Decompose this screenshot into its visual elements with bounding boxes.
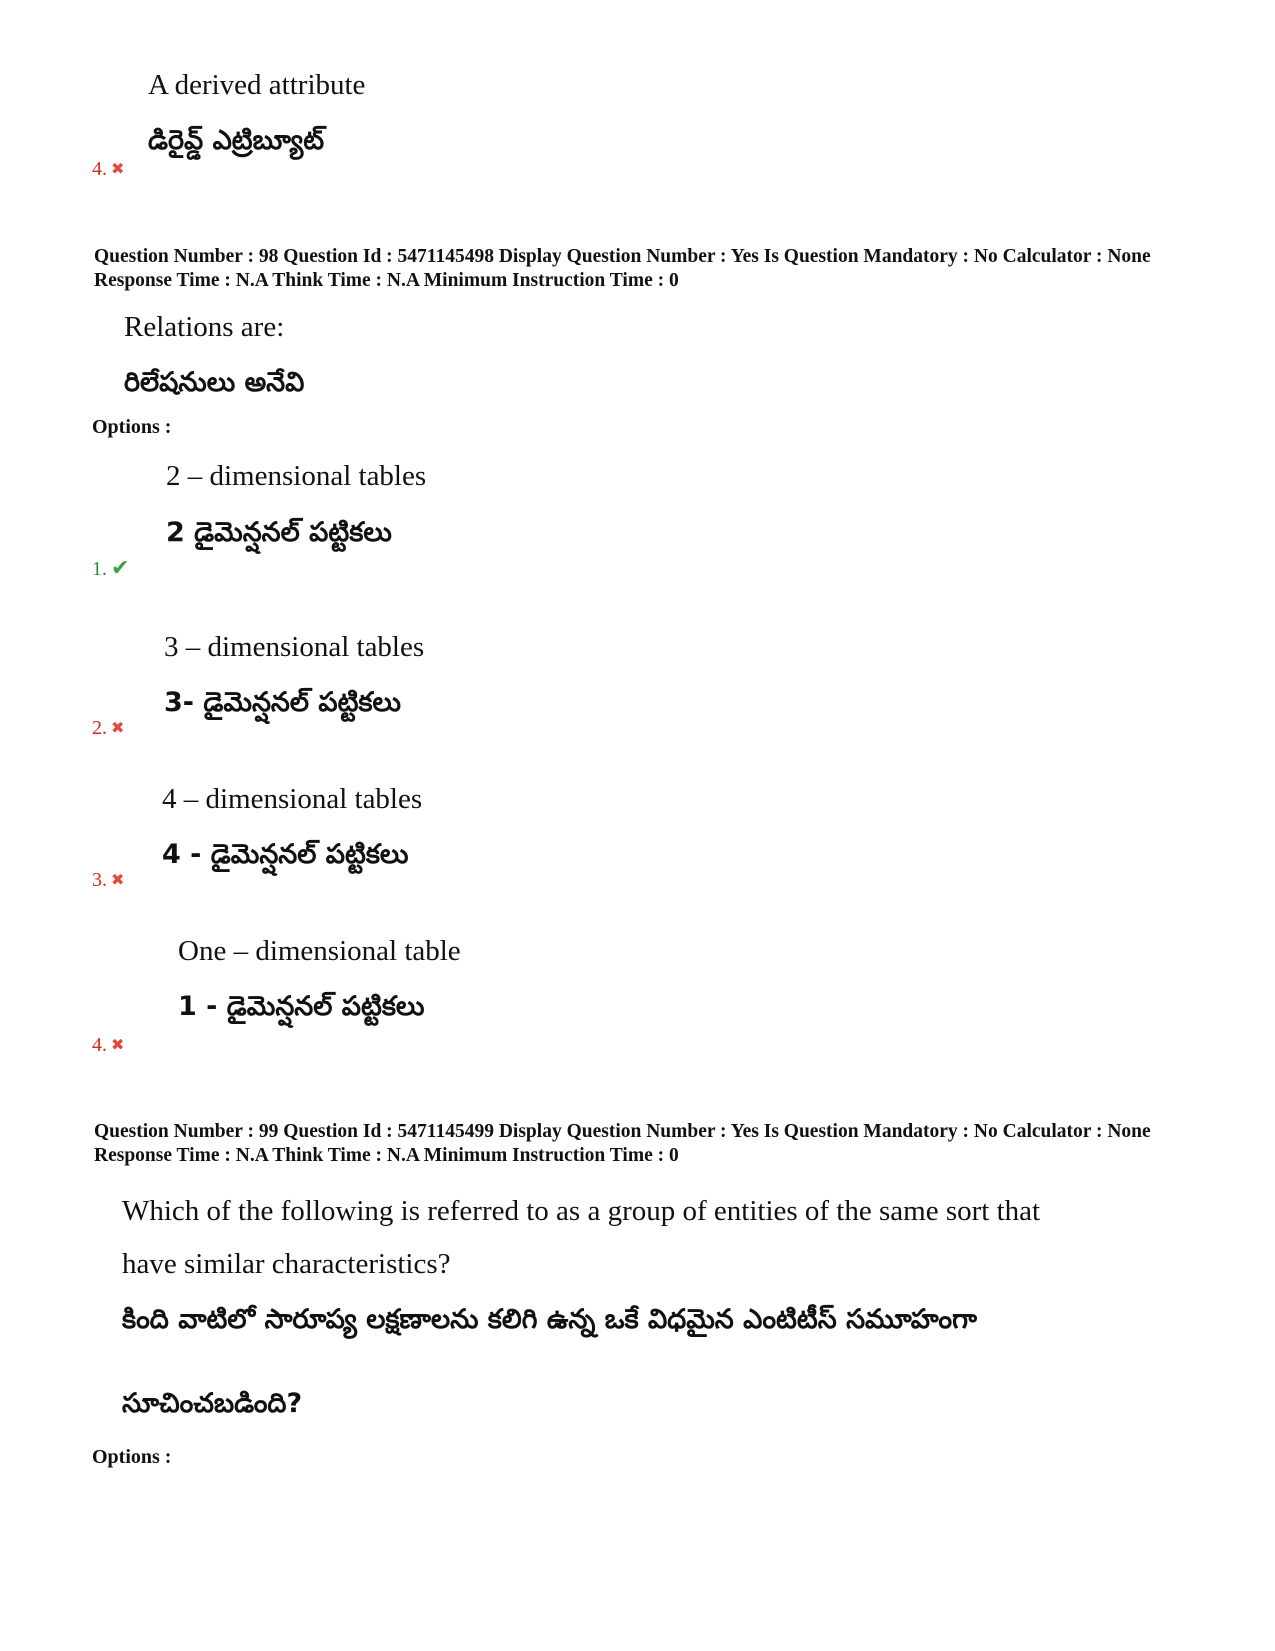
question-98-meta: Question Number : 98 Question Id : 5471145498 Display Question Number : Yes Is Question Mandatory : No Calculator : None Response Time : N.A Think Time : N.A Minimum Instruction Time : 0 — [94, 246, 1151, 291]
q98-option-3-telugu: 4 - డైమెన్షనల్ పట్టికలు — [162, 839, 409, 870]
option-number: 3. — [92, 869, 107, 891]
question-99-text-telugu-line1: కింది వాటిలో సారూప్య లక్షణాలను కలిగి ఉన్న ఒకే విధమైన ఎంటిటీస్ సమూహంగా — [122, 1304, 977, 1335]
cross-icon: ✖ — [111, 1037, 125, 1054]
option-number: 4. — [92, 1034, 107, 1056]
question-99-text-telugu-line2: సూచించబడింది? — [122, 1388, 303, 1419]
check-icon: ✔ — [111, 555, 130, 580]
option-number: 2. — [92, 717, 107, 739]
q98-option-2-english: 3 – dimensional tables — [164, 631, 425, 663]
question-98-options-label: Options : — [92, 416, 172, 438]
q98-option-4-marker — [92, 1033, 124, 1058]
prev-option-4-marker — [92, 157, 124, 182]
prev-option-4-english: A derived attribute — [148, 69, 366, 101]
option-number: 4. — [92, 158, 107, 180]
q98-option-2-marker — [92, 716, 124, 741]
question-99-options-label: Options : — [92, 1446, 172, 1468]
option-number: 1. — [92, 558, 107, 580]
question-99-text-english-line2: have similar characteristics? — [122, 1248, 451, 1280]
q98-option-3-english: 4 – dimensional tables — [162, 783, 423, 815]
q98-option-1-marker — [92, 556, 129, 581]
question-99-meta: Question Number : 99 Question Id : 5471145499 Display Question Number : Yes Is Question Mandatory : No Calculator : None Response Time : N.A Think Time : N.A Minimum Instruction Time : 0 — [94, 1121, 1151, 1166]
cross-icon: ✖ — [111, 161, 125, 178]
q98-option-3-marker — [92, 868, 124, 893]
cross-icon: ✖ — [111, 872, 125, 889]
q98-option-4-telugu: 1 - డైమెన్షనల్ పట్టికలు — [178, 991, 425, 1022]
question-99-text-english-line1: Which of the following is referred to as a group of entities of the same sort that — [122, 1195, 1041, 1227]
q98-option-4-english: One – dimensional table — [178, 935, 461, 967]
q98-option-2-telugu: 3- డైమెన్షనల్ పట్టికలు — [164, 687, 402, 718]
q98-option-1-english: 2 – dimensional tables — [166, 460, 427, 492]
question-98-text-telugu: రిలేషనులు అనేవి — [124, 367, 305, 398]
q98-option-1-telugu: 2 డైమెన్షనల్ పట్టికలు — [166, 517, 392, 548]
prev-option-4-telugu: డిరైవ్డ్ ఎట్రిబ్యూట్ — [148, 125, 325, 156]
cross-icon: ✖ — [111, 720, 125, 737]
question-98-text-english: Relations are: — [124, 311, 285, 343]
